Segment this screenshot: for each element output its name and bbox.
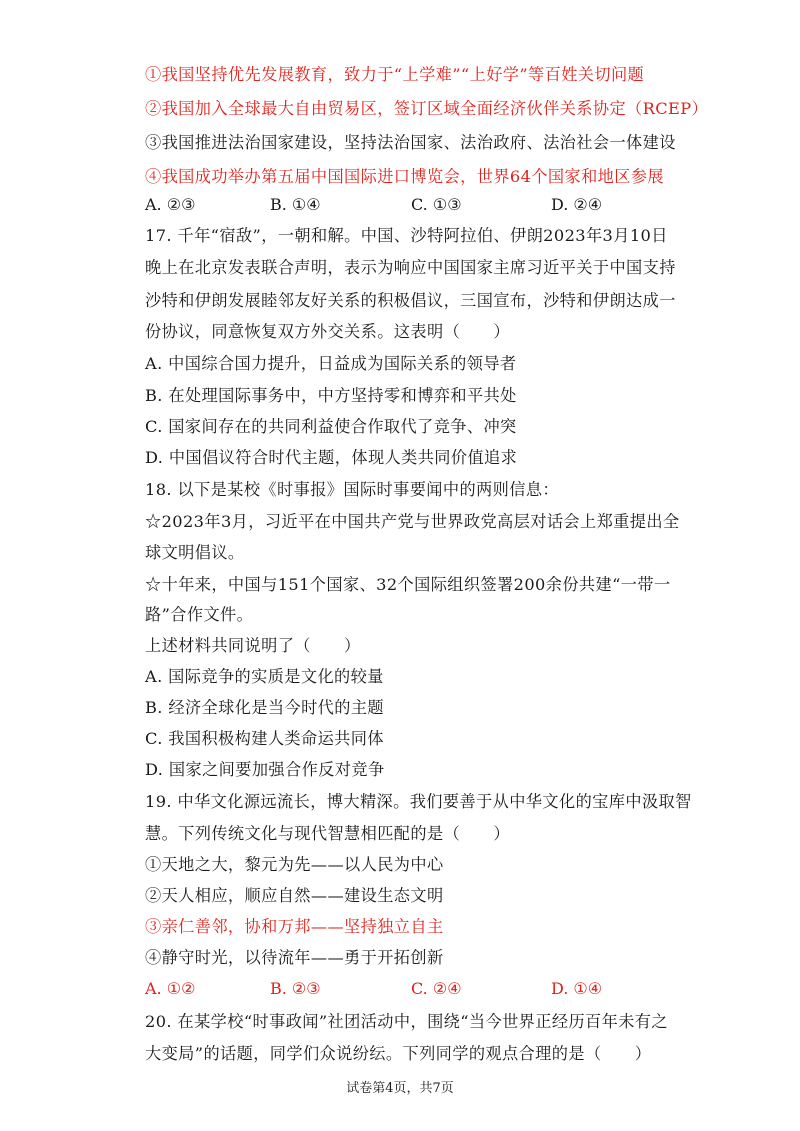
q17-stem-line: 沙特和伊朗发展睦邻友好关系的积极倡议，三国宣布，沙特和伊朗达成一 bbox=[145, 291, 676, 310]
q18-stem-line: 上述材料共同说明了（ ） bbox=[145, 636, 361, 655]
q18-option-c: C. 我国积极构建人类命运共同体 bbox=[145, 729, 384, 748]
q17-stem-line: 晚上在北京发表联合声明，表示为响应中国国家主席习近平关于中国支持 bbox=[145, 258, 676, 277]
q18-stem-line: 18. 以下是某校《时事报》国际时事要闻中的两则信息： bbox=[145, 480, 559, 499]
page-footer: 试卷第4页，共7页 bbox=[346, 1081, 454, 1096]
q18-stem-line: ☆十年来，中国与151个国家、32个国际组织签署200余份共建“一带一 bbox=[145, 575, 671, 594]
q17-option-d: D. 中国倡议符合时代主题，体现人类共同价值追求 bbox=[145, 448, 518, 467]
statement-2: ②我国加入全球最大自由贸易区，签订区域全面经济伙伴关系协定（RCEP） bbox=[145, 99, 709, 118]
q20-stem-line: 20. 在某学校“时事政闻”社团活动中，围绕“当今世界正经历百年未有之 bbox=[145, 1012, 668, 1031]
q17-option-b: B. 在处理国际事务中，中方坚持零和博弈和平共处 bbox=[145, 386, 517, 405]
q16-option-c: C. ①③ bbox=[411, 195, 462, 214]
q16-option-a: A. ②③ bbox=[145, 195, 196, 214]
q19-option-c: C. ②④ bbox=[411, 979, 462, 998]
q17-stem-line: 17. 千年“宿敌”，一朝和解。中国、沙特阿拉伯、伊朗2023年3月10日 bbox=[145, 226, 668, 245]
statement-4: ④我国成功举办第五届中国国际进口博览会，世界64个国家和地区参展 bbox=[145, 167, 665, 186]
q19-options bbox=[145, 979, 705, 999]
q19-item-2: ②天人相应，顺应自然——建设生态文明 bbox=[145, 886, 444, 905]
q18-stem-line: ☆2023年3月，习近平在中国共产党与世界政党高层对话会上郑重提出全 bbox=[145, 512, 680, 531]
q18-stem-line: 球文明倡议。 bbox=[145, 543, 245, 562]
q18-option-b: B. 经济全球化是当今时代的主题 bbox=[145, 698, 385, 717]
q19-option-a: A. ①② bbox=[145, 979, 196, 998]
q19-stem-line: 19. 中华文化源远流长，博大精深。我们要善于从中华文化的宝库中汲取智 bbox=[145, 792, 692, 811]
q19-option-d: D. ①④ bbox=[551, 979, 603, 998]
q19-option-b: B. ②③ bbox=[270, 979, 321, 998]
q17-option-a: A. 中国综合国力提升，日益成为国际关系的领导者 bbox=[145, 354, 517, 373]
q16-option-d: D. ②④ bbox=[551, 195, 603, 214]
q19-item-4: ④静守时光，以待流年——勇于开拓创新 bbox=[145, 948, 444, 967]
q18-option-a: A. 国际竞争的实质是文化的较量 bbox=[145, 667, 384, 686]
q19-stem-line: 慧。下列传统文化与现代智慧相匹配的是（ ） bbox=[145, 824, 510, 843]
q19-item-1: ①天地之大，黎元为先——以人民为中心 bbox=[145, 855, 444, 874]
q17-option-c: C. 国家间存在的共同利益使合作取代了竞争、冲突 bbox=[145, 417, 517, 436]
statement-3: ③我国推进法治国家建设，坚持法治国家、法治政府、法治社会一体建设 bbox=[145, 133, 676, 152]
q20-stem-line: 大变局”的话题，同学们众说纷纭。下列同学的观点合理的是（ ） bbox=[145, 1044, 652, 1063]
q18-option-d: D. 国家之间要加强合作反对竞争 bbox=[145, 760, 385, 779]
q16-option-b: B. ①④ bbox=[270, 195, 321, 214]
q18-stem-line: 路”合作文件。 bbox=[145, 605, 254, 624]
q19-item-3: ③亲仁善邻，协和万邦——坚持独立自主 bbox=[145, 917, 444, 936]
q17-stem-line: 份协议，同意恢复双方外交关系。这表明（ ） bbox=[145, 322, 510, 341]
q16-options bbox=[145, 195, 705, 215]
statement-1: ①我国坚持优先发展教育，致力于“上学难”“上好学”等百姓关切问题 bbox=[145, 65, 645, 84]
